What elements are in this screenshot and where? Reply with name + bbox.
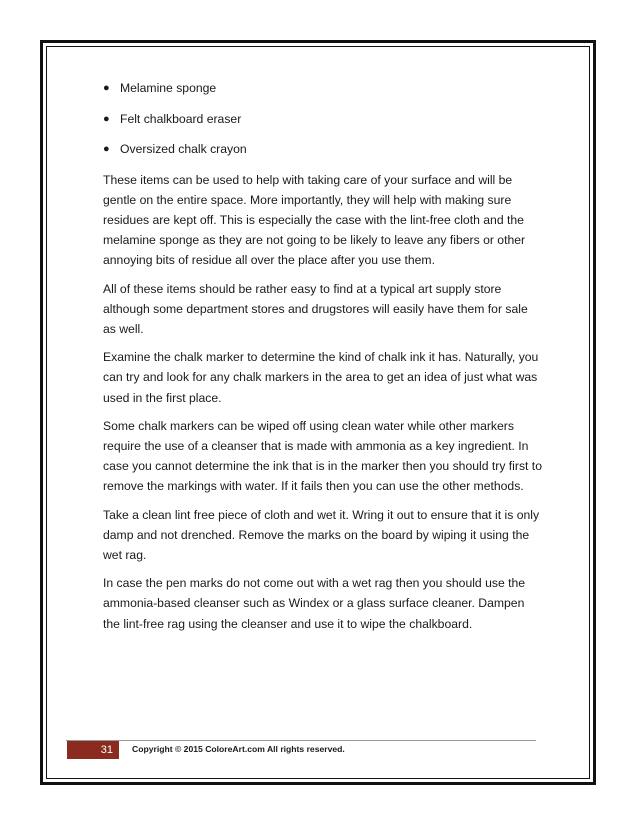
list-item-text: Melamine sponge [120, 81, 217, 95]
paragraph: All of these items should be rather easy to find at a typical art supply store although some department stores and drugstores will easily have them for sale as well. [103, 281, 528, 336]
paragraph: These items can be used to help with taking care of your surface and will be gentle on the entire space. More importantly, they will help with making sure residues are kept off. This is especially the case with the lint-free cloth and the melamine sponge as they are not going to be likely to leave any fibers or other annoying bits of residue all over the place after you use them. [103, 172, 526, 268]
paragraph: Take a clean lint free piece of cloth and wet it. Wring it out to ensure that it is only damp and not drenched. Remove the marks on the board by wiping it using the wet rag. [103, 507, 540, 562]
list-item [103, 139, 543, 159]
bullet-list [103, 78, 543, 159]
page-content [103, 78, 543, 642]
bullet-icon: ● [103, 82, 110, 94]
paragraph: Examine the chalk marker to determine the kind of chalk ink it has. Naturally, you can try and look for any chalk markers in the area to get an idea of just what was used in the first place. [103, 350, 539, 405]
paragraph: In case the pen marks do not come out with a wet rag then you should use the ammonia-based cleanser such as Windex or a glass surface cleaner. Dampen the lint-free rag using the cleanser and use it to wipe the chalkboard. [103, 576, 526, 631]
bullet-icon: ● [103, 112, 110, 125]
list-item-text: Felt chalkboard eraser [120, 111, 242, 126]
footer-divider [66, 740, 536, 741]
footer-copyright: Copyright © 2015 ColoreArt.com All rights reserved. [132, 744, 345, 754]
list-item-text: Oversized chalk crayon [120, 142, 247, 156]
list-item [103, 78, 543, 98]
paragraph: Some chalk markers can be wiped off using clean water while other markers require the use of a cleanser that is made with ammonia as a key ingredient. In case you cannot determine the ink that is in the marker then you should try first to remove the markings with water. If it fails then you can use the other methods. [103, 418, 542, 494]
page-number-badge: 31 [67, 741, 119, 759]
list-item [103, 109, 543, 129]
bullet-icon: ● [103, 143, 110, 155]
